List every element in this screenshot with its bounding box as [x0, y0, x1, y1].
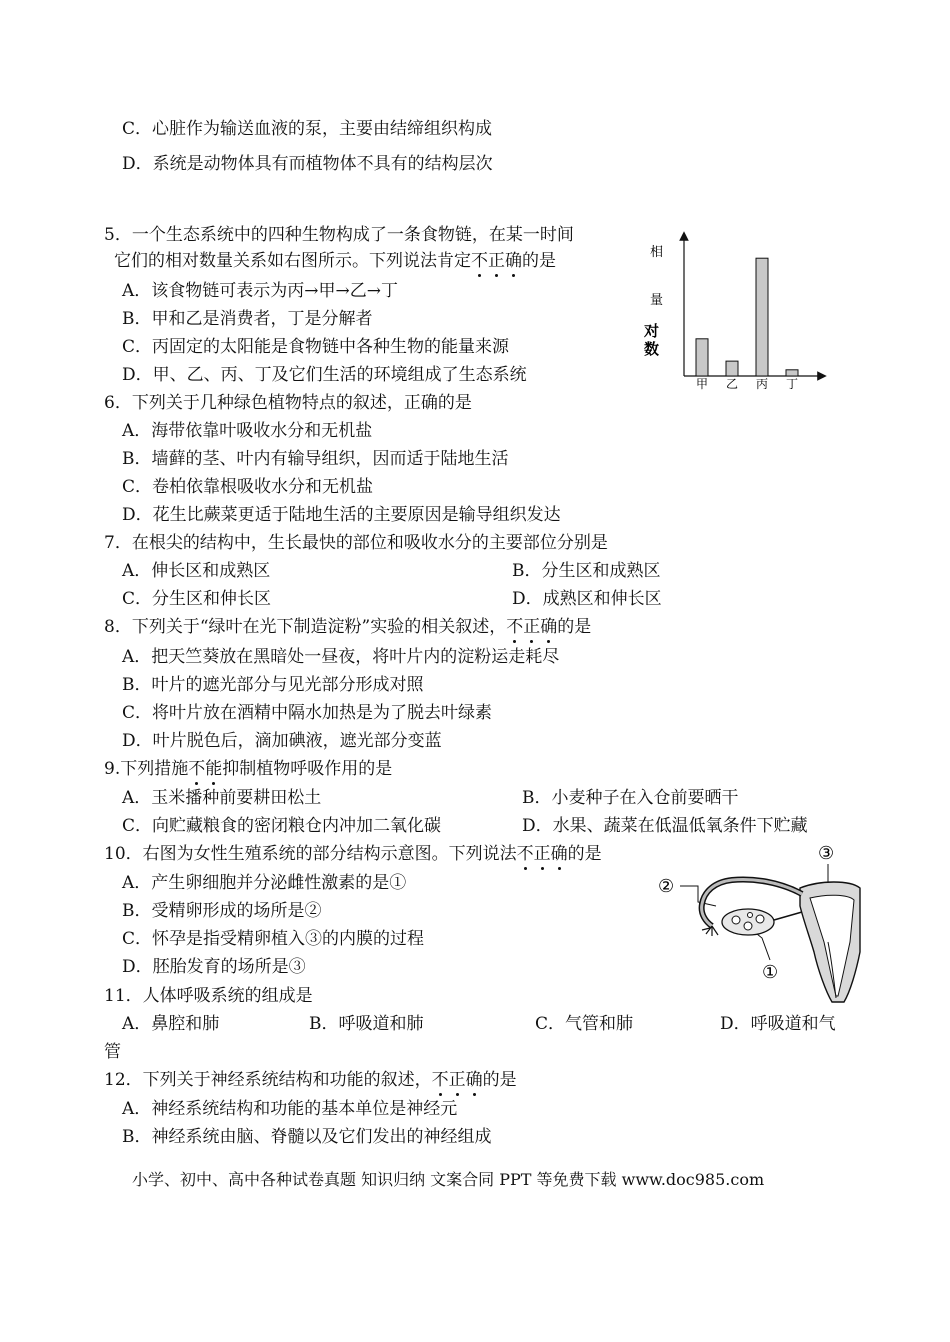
q8-option-c: C．将叶片放在酒精中隔水加热是为了脱去叶绿素 — [122, 703, 493, 723]
q10-option-c: C．怀孕是指受精卵植入③的内膜的过程 — [122, 929, 425, 949]
q9-option-c: C．向贮藏粮食的密闭粮仓内冲加二氧化碳 — [122, 816, 442, 836]
emphasis-char: 不 — [516, 844, 534, 864]
emphasis-char: 正 — [488, 251, 505, 271]
q8-stem: 8．下列关于“绿叶在光下制造淀粉”实验的相关叙述，不正确的是 — [104, 617, 592, 637]
q10-stem: 10．右图为女性生殖系统的部分结构示意图。下列说法不正确的是 — [104, 844, 602, 864]
x-tick-label: 乙 — [725, 377, 739, 391]
bar-甲 — [696, 339, 708, 376]
emphasis-char: 确 — [465, 1070, 483, 1090]
emphasis-char: 不 — [471, 251, 488, 271]
q12-option-b: B．神经系统由脑、脊髓以及它们发出的神经组成 — [122, 1127, 492, 1147]
q8-option-b: B．叶片的遮光部分与见光部分形成对照 — [122, 675, 424, 695]
female-reproductive-system-diagram — [650, 842, 870, 1012]
q9-option-b: B．小麦种子在入仓前要晒干 — [522, 788, 739, 808]
label-3: ③ — [818, 843, 835, 864]
emphasis-char: 确 — [540, 617, 558, 637]
q11-stem: 11．人体呼吸系统的组成是 — [104, 986, 313, 1006]
q11-option-a: A．鼻腔和肺 — [122, 1014, 220, 1034]
x-tick-label: 甲 — [695, 377, 709, 391]
relative-quantity-bar-chart — [636, 222, 832, 394]
q8-option-a: A．把天竺葵放在黑暗处一昼夜，将叶片内的淀粉运走耗尽 — [122, 647, 560, 667]
q6-option-b: B．墙藓的茎、叶内有输导组织，因而适于陆地生活 — [122, 449, 509, 469]
q7-option-d: D．成熟区和伸长区 — [512, 589, 662, 609]
page-footer: 小学、初中、高中各种试卷真题 知识归纳 文案合同 PPT 等免费下载 www.doc985.com — [132, 1170, 765, 1189]
bar-乙 — [726, 361, 738, 376]
y-label-char-2: 量 — [650, 293, 664, 308]
q10-option-b: B．受精卵形成的场所是② — [122, 901, 322, 921]
emphasis-char: 正 — [533, 844, 551, 864]
q9-option-d: D．水果、蔬菜在低温低氧条件下贮藏 — [522, 816, 808, 836]
q5-option-b: B．甲和乙是消费者，丁是分解者 — [122, 309, 373, 329]
q8-option-d: D．叶片脱色后，滴加碘液，遮光部分变蓝 — [122, 731, 442, 751]
q11-option-d: D．呼吸道和气 — [720, 1014, 836, 1034]
q11-option-c: C．气管和肺 — [535, 1014, 634, 1034]
x-tick-label: 丁 — [785, 377, 799, 391]
y-label-char-3: 对 — [644, 322, 660, 340]
y-label-char-1: 相 — [650, 245, 664, 260]
q9-stem: 9.下列措施不能抑制植物呼吸作用的是 — [104, 759, 393, 779]
q7-option-b: B．分生区和成熟区 — [512, 561, 661, 581]
x-tick-label: 丙 — [755, 377, 769, 391]
q7-stem: 7．在根尖的结构中，生长最快的部位和吸收水分的主要部位分别是 — [104, 533, 608, 553]
emphasis-char: 不 — [431, 1070, 449, 1090]
q7-option-c: C．分生区和伸长区 — [122, 589, 272, 609]
q6-option-a: A．海带依靠叶吸收水分和无机盐 — [122, 421, 373, 441]
q6-option-c: C．卷柏依靠根吸收水分和无机盐 — [122, 477, 374, 497]
q11-option-b: B．呼吸道和肺 — [309, 1014, 424, 1034]
q5-stem-line2: 它们的相对数量关系如右图所示。下列说法肯定不正确的是 — [114, 251, 556, 271]
emphasis-char: 正 — [448, 1070, 466, 1090]
q4-option-c: C．心脏作为输送血液的泵，主要由结缔组织构成 — [122, 119, 493, 139]
q12-stem: 12．下列关于神经系统结构和功能的叙述，不正确的是 — [104, 1070, 517, 1090]
emphasis-char: 确 — [505, 251, 522, 271]
q10-option-a: A．产生卵细胞并分泌雌性激素的是① — [122, 873, 407, 893]
y-label-char-4: 数 — [644, 340, 660, 358]
label-1: ① — [762, 962, 779, 983]
bar-丙 — [756, 258, 768, 376]
q11-option-d-wrap: 管 — [104, 1042, 121, 1062]
emphasis-char: 不 — [188, 759, 206, 779]
q10-option-d: D．胚胎发育的场所是③ — [122, 957, 306, 977]
q5-stem-line1: 5．一个生态系统中的四种生物构成了一条食物链，在某一时间 — [104, 225, 574, 245]
bar-丁 — [786, 370, 798, 376]
q9-option-a: A．玉米播种前要耕田松土 — [122, 788, 322, 808]
q7-option-a: A．伸长区和成熟区 — [122, 561, 271, 581]
q6-option-d: D．花生比蕨菜更适于陆地生活的主要原因是输导组织发达 — [122, 505, 561, 525]
q6-stem: 6．下列关于几种绿色植物特点的叙述，正确的是 — [104, 393, 472, 413]
q4-option-d: D．系统是动物体具有而植物体不具有的结构层次 — [122, 154, 493, 174]
q5-option-c: C．丙固定的太阳能是食物链中各种生物的能量来源 — [122, 337, 510, 357]
q5-option-a: A．该食物链可表示为丙→甲→乙→丁 — [122, 281, 399, 301]
emphasis-char: 确 — [550, 844, 568, 864]
emphasis-char: 不 — [506, 617, 524, 637]
q12-option-a: A．神经系统结构和功能的基本单位是神经元 — [122, 1099, 458, 1119]
q5-option-d: D．甲、乙、丙、丁及它们生活的环境组成了生态系统 — [122, 365, 527, 385]
emphasis-char: 正 — [523, 617, 541, 637]
label-2: ② — [658, 876, 675, 897]
emphasis-char: 能 — [205, 759, 223, 779]
